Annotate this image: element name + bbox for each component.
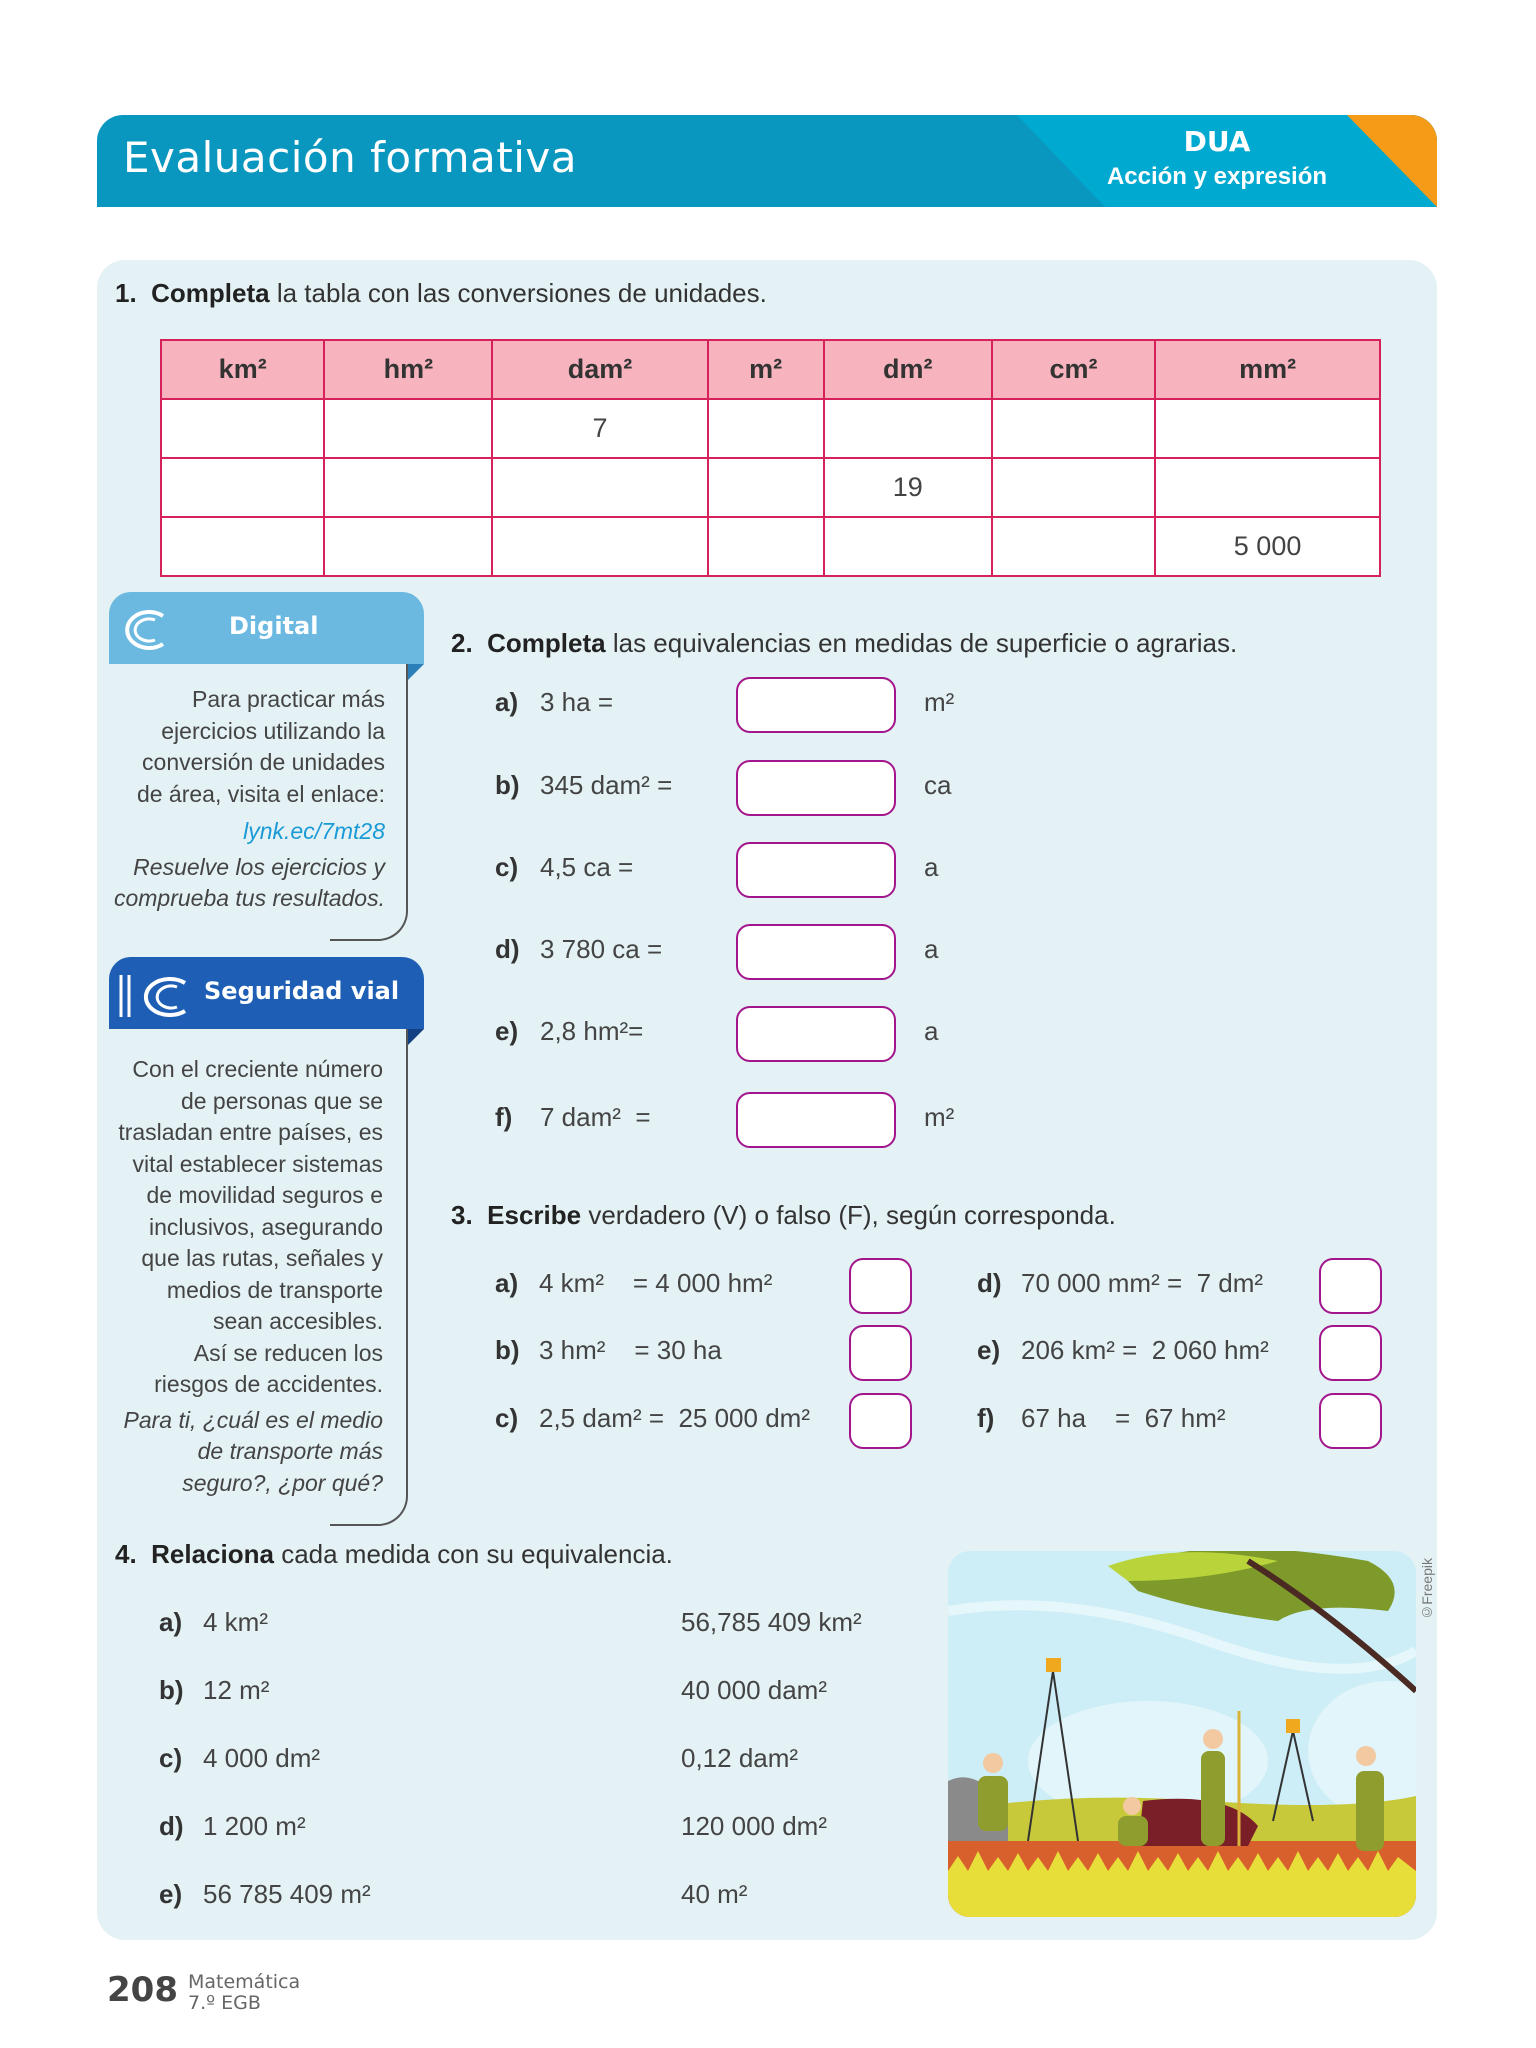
table-cell[interactable] — [324, 517, 492, 576]
q3-item-label: d) — [977, 1268, 1002, 1298]
image-credit: ©Freepik — [1419, 1558, 1435, 1621]
seguridad-text-line: Con el creciente número — [132, 1056, 383, 1082]
q4-right-equivalence[interactable]: 40 000 dam² — [681, 1675, 827, 1705]
page-number: 208 — [107, 1970, 178, 2010]
seguridad-text-line: de personas que se — [180, 1087, 383, 1114]
conversion-table — [160, 339, 1381, 577]
grade-label: 7.º EGB — [188, 1992, 261, 2014]
column-header: km² — [161, 340, 324, 399]
q3-item-statement: 3 hm² = 30 ha — [539, 1335, 722, 1365]
digital-text-line: de área, visita el enlace: — [136, 780, 385, 807]
q3-verb: Escribe — [487, 1200, 582, 1230]
q2-answer-box[interactable] — [736, 842, 896, 898]
q2-item-expression: 7 dam² = — [540, 1102, 651, 1132]
q4-item-label: d) — [159, 1811, 184, 1841]
q1-verb: Completa — [151, 278, 270, 308]
q2-item-unit: m² — [924, 1102, 955, 1132]
q2-item-unit: a — [924, 852, 939, 882]
q3-item-label: b) — [495, 1335, 520, 1365]
q2-item-unit: a — [924, 1016, 939, 1046]
q1-number: 1. — [115, 278, 137, 308]
digital-fold — [407, 664, 424, 681]
q4-title — [115, 1539, 673, 1570]
q2-item-unit: ca — [924, 770, 952, 800]
q2-answer-box[interactable] — [736, 677, 896, 733]
q4-left-measure[interactable]: 1 200 m² — [203, 1811, 306, 1841]
table-cell[interactable] — [992, 399, 1155, 458]
q3-item-statement: 67 ha = 67 hm² — [1021, 1403, 1226, 1433]
table-cell[interactable]: 19 — [824, 458, 992, 517]
q3-answer-box[interactable] — [849, 1325, 912, 1381]
q2-item-label: f) — [495, 1102, 513, 1132]
q2-instruction: las equivalencias en medidas de superficie o agrarias. — [612, 628, 1238, 658]
page-title: Evaluación formativa — [123, 133, 577, 182]
seguridad-question-line: Para ti, ¿cuál es el medio — [123, 1406, 383, 1433]
q2-item-label: b) — [495, 770, 520, 800]
q2-verb: Completa — [487, 628, 606, 658]
q3-title — [451, 1200, 1116, 1231]
q2-item-label: c) — [495, 852, 519, 882]
q1-title — [115, 278, 767, 309]
q2-item-expression: 3 ha = — [540, 687, 614, 717]
digital-text-line: Para practicar más — [191, 686, 385, 712]
q3-number: 3. — [451, 1200, 473, 1230]
surveyors-illustration — [948, 1551, 1416, 1917]
seguridad-question-line: seguro?, ¿por qué? — [182, 1469, 383, 1496]
table-cell[interactable] — [824, 517, 992, 576]
table-cell[interactable] — [161, 458, 324, 517]
column-header: dm² — [824, 340, 992, 399]
q3-item-statement: 206 km² = 2 060 hm² — [1021, 1335, 1269, 1365]
digital-note-line: Resuelve los ejercicios y — [133, 853, 385, 880]
seguridad-text-line: medios de transporte — [166, 1276, 383, 1303]
q4-item-label: c) — [159, 1743, 183, 1773]
q4-right-equivalence[interactable]: 120 000 dm² — [681, 1811, 827, 1841]
table-cell[interactable] — [992, 517, 1155, 576]
q4-left-measure[interactable]: 56 785 409 m² — [203, 1879, 371, 1909]
digital-link[interactable]: lynk.ec/7mt28 — [243, 818, 385, 844]
digital-text-line: ejercicios utilizando la — [161, 717, 385, 744]
seguridad-text-line: vital establecer sistemas — [132, 1150, 383, 1177]
q2-number: 2. — [451, 628, 473, 658]
digital-note-line: comprueba tus resultados. — [113, 885, 385, 911]
q2-title — [451, 628, 1237, 659]
q2-answer-box[interactable] — [736, 760, 896, 816]
q4-item-label: b) — [159, 1675, 184, 1705]
seguridad-header — [109, 957, 424, 1029]
q3-item-statement: 4 km² = 4 000 hm² — [539, 1268, 773, 1298]
table-cell[interactable] — [324, 399, 492, 458]
q3-item-label: f) — [977, 1403, 995, 1433]
table-cell[interactable] — [708, 458, 824, 517]
dua-badge-title: DUA — [1183, 125, 1251, 158]
q3-instruction: verdadero (V) o falso (F), según corresponda. — [588, 1200, 1116, 1230]
seguridad-text — [100, 1054, 383, 1499]
subject-name: Matemática — [188, 1971, 301, 1993]
q2-item-expression: 2,8 hm²= — [540, 1016, 644, 1046]
q1-instruction: la tabla con las conversiones de unidades. — [276, 278, 767, 308]
table-cell[interactable] — [1155, 399, 1380, 458]
digital-title: Digital — [229, 612, 319, 640]
seguridad-text-line: Así se reducen los — [193, 1339, 383, 1366]
q3-answer-box[interactable] — [1319, 1325, 1382, 1381]
q2-item-label: a) — [495, 687, 519, 717]
q4-item-label: e) — [159, 1879, 183, 1909]
table-cell[interactable] — [161, 399, 324, 458]
seguridad-text-line: riesgos de accidentes. — [154, 1371, 383, 1397]
footer-subject — [188, 1972, 300, 2014]
q2-answer-box[interactable] — [736, 1006, 896, 1062]
table-cell[interactable] — [824, 399, 992, 458]
q2-item-label: d) — [495, 934, 520, 964]
q4-right-equivalence[interactable]: 56,785 409 km² — [681, 1607, 862, 1637]
table-row — [161, 399, 1380, 458]
dua-badge-subtitle: Acción y expresión — [1106, 163, 1328, 190]
q4-number: 4. — [115, 1539, 137, 1569]
q2-item-unit: m² — [924, 687, 955, 717]
table-cell[interactable] — [492, 517, 707, 576]
q2-item-expression: 345 dam² = — [540, 770, 673, 800]
table-header-row — [161, 340, 1380, 399]
digital-header — [109, 592, 424, 664]
table-cell[interactable] — [1155, 458, 1380, 517]
q4-verb: Relaciona — [151, 1539, 274, 1569]
seguridad-text-line: que las rutas, señales y — [141, 1245, 383, 1271]
q2-item-label: e) — [495, 1016, 519, 1046]
table-cell[interactable] — [492, 458, 707, 517]
digital-text — [100, 684, 385, 915]
column-header: hm² — [324, 340, 492, 399]
seguridad-text-line: de movilidad seguros e — [146, 1182, 383, 1208]
column-header: m² — [708, 340, 824, 399]
q4-right-equivalence[interactable]: 40 m² — [681, 1879, 748, 1909]
q2-answer-box[interactable] — [736, 1092, 896, 1148]
table-row — [161, 458, 1380, 517]
q3-answer-box[interactable] — [1319, 1258, 1382, 1314]
q3-answer-box[interactable] — [849, 1393, 912, 1449]
digital-logo-icon — [113, 606, 169, 654]
seguridad-fold — [407, 1029, 424, 1046]
seguridad-question-line: de transporte más — [197, 1438, 383, 1464]
q3-answer-box[interactable] — [1319, 1393, 1382, 1449]
table-cell[interactable] — [708, 517, 824, 576]
q4-left-measure[interactable]: 4 000 dm² — [203, 1743, 321, 1773]
q2-answer-box[interactable] — [736, 924, 896, 980]
column-header: mm² — [1155, 340, 1380, 399]
digital-text-line: conversión de unidades — [142, 749, 385, 775]
q2-item-expression: 3 780 ca = — [540, 934, 663, 964]
table-row — [161, 517, 1380, 576]
table-cell[interactable]: 5 000 — [1155, 517, 1380, 576]
section-header — [97, 115, 1437, 207]
table-cell[interactable] — [324, 458, 492, 517]
table-cell[interactable] — [992, 458, 1155, 517]
seguridad-text-line: sean accesibles. — [212, 1308, 383, 1334]
q2-item-unit: a — [924, 934, 939, 964]
seguridad-logo-icon — [115, 971, 195, 1021]
q3-item-label: e) — [977, 1335, 1001, 1365]
seguridad-text-line: inclusivos, asegurando — [149, 1213, 383, 1240]
q3-item-statement: 70 000 mm² = 7 dm² — [1021, 1268, 1264, 1298]
q3-item-label: c) — [495, 1403, 519, 1433]
q4-left-measure[interactable]: 4 km² — [203, 1607, 268, 1637]
q3-item-label: a) — [495, 1268, 519, 1298]
q3-item-statement: 2,5 dam² = 25 000 dm² — [539, 1403, 810, 1433]
table-cell[interactable]: 7 — [492, 399, 707, 458]
q3-answer-box[interactable] — [849, 1258, 912, 1314]
column-header: dam² — [492, 340, 707, 399]
seguridad-text-line: trasladan entre países, es — [118, 1119, 383, 1145]
q4-right-equivalence[interactable]: 0,12 dam² — [681, 1743, 799, 1773]
table-cell[interactable] — [161, 517, 324, 576]
q4-instruction: cada medida con su equivalencia. — [281, 1539, 673, 1569]
column-header: cm² — [992, 340, 1155, 399]
table-cell[interactable] — [708, 399, 824, 458]
q2-item-expression: 4,5 ca = — [540, 852, 634, 882]
seguridad-title: Seguridad vial — [204, 977, 400, 1005]
q4-left-measure[interactable]: 12 m² — [203, 1675, 270, 1705]
q4-item-label: a) — [159, 1607, 183, 1637]
